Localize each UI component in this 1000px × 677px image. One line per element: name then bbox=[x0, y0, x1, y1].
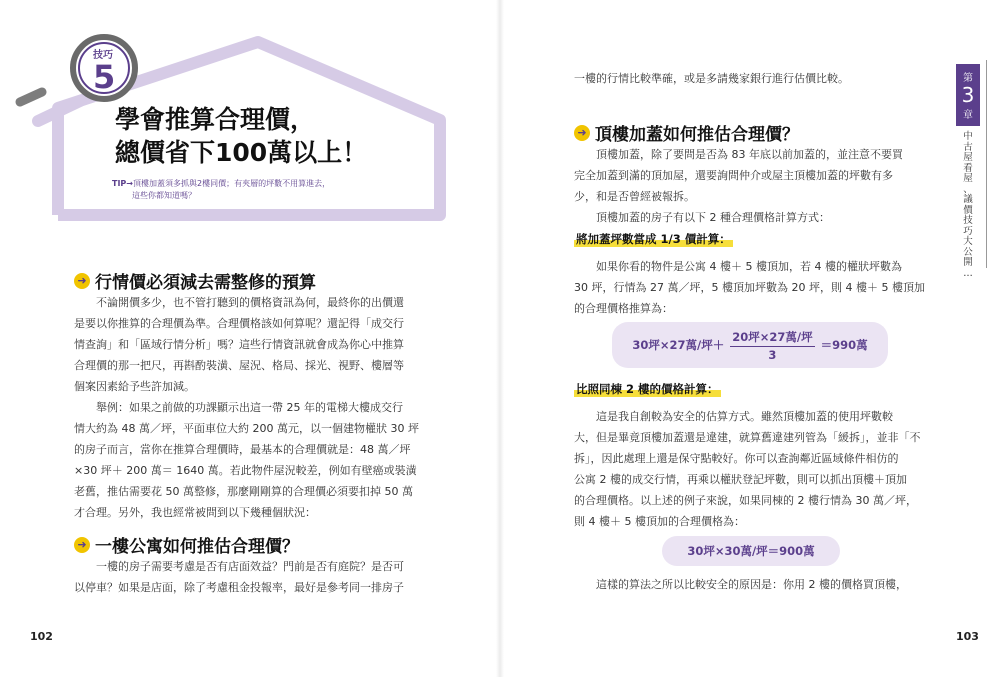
tip-note-key: TIP→ bbox=[112, 179, 133, 188]
formula-left: 30坪×27萬/坪＋ bbox=[632, 338, 725, 352]
text-line: 這樣的算法之所以比較安全的原因是：你用 2 樓的價格買頂樓， bbox=[596, 578, 907, 591]
chapter-title-char: 巧 bbox=[963, 225, 973, 237]
text-line: 以停車？如果是店面，除了考慮租金投報率，最好是參考同一排房子 bbox=[74, 581, 404, 594]
tip-note-line: 頂樓加蓋須多抓與2樓同價；有夾層的坪數不用算進去， bbox=[133, 179, 331, 188]
formula-one-third bbox=[612, 322, 888, 368]
text-line: 舉例：如果之前做的功課顯示出這一帶 25 年的電梯大樓成交行 bbox=[96, 401, 403, 414]
text-line: ×30 坪＋ 200 萬＝ 1640 萬。若此物件屋況較差，例如有壁癌或裝潢 bbox=[74, 464, 417, 477]
text-line: 老舊，推估需要花 50 萬整修，那麼剛剛算的合理價必須要扣掉 50 萬 bbox=[74, 485, 413, 498]
arrow-right-circle-icon: ➜ bbox=[74, 273, 90, 289]
text-line: 完全加蓋到滿的頂加屋，還要詢問仲介或屋主頂樓加蓋的坪數有多 bbox=[574, 169, 893, 182]
section3-body bbox=[574, 144, 934, 228]
text-line: 少，和是否曾經被報拆。 bbox=[574, 190, 695, 203]
section-heading-text: 頂樓加蓋如何推估合理價？ bbox=[595, 125, 799, 145]
text-line: 頂樓加蓋的房子有以下 2 種合理價格計算方式： bbox=[596, 211, 830, 224]
text-line: 30 坪，行情為 27 萬／坪，5 樓頂加坪數為 20 坪，則 4 樓＋ 5 樓頂加 bbox=[574, 281, 925, 294]
method1-heading: 將加蓋坪數當成 1/3 價計算： bbox=[576, 232, 731, 246]
text-line: 的合理價格推算為： bbox=[574, 302, 673, 315]
tip-number: 5 bbox=[93, 58, 116, 96]
page-number-right: 103 bbox=[956, 630, 979, 643]
text-line: 這是我自創較為安全的估算方式。雖然頂樓加蓋的使用坪數較 bbox=[596, 410, 893, 423]
text-line: 個案因素給予些許加減。 bbox=[74, 380, 195, 393]
text-line: 合理價的那一把尺，再斟酌裝潢、屋況、格局、採光、視野、樓層等 bbox=[74, 359, 404, 372]
method2-body bbox=[574, 406, 934, 532]
text-line: 是要以你推算的合理價為準。合理價格該如何算呢？還記得「成交行 bbox=[74, 317, 404, 330]
chapter-prefix: 第 bbox=[963, 73, 973, 84]
chapter-suffix: 章 bbox=[963, 110, 973, 121]
section2-body bbox=[74, 556, 430, 598]
chapter-title-char: 中 bbox=[963, 131, 973, 142]
intro-text bbox=[574, 68, 944, 89]
closing-text bbox=[574, 574, 944, 595]
chapter-title-char: 屋 bbox=[963, 152, 973, 163]
text-line: 情查詢」和「區域行情分析」嗎？這些行情資訊就會成為你心中推算 bbox=[74, 338, 404, 351]
tip-note-line: 這些你都知道嗎？ bbox=[132, 191, 196, 200]
section-heading-text: 行情價必須減去需整修的預算 bbox=[95, 273, 316, 293]
method2-heading: 比照同棟 2 樓的價格計算： bbox=[576, 382, 719, 396]
tip-note bbox=[112, 178, 412, 202]
text-line: 的合理價格。以上述的例子來說，如果同棟的 2 樓行情為 30 萬／坪， bbox=[574, 494, 917, 507]
chapter-title-char: 古 bbox=[963, 141, 973, 153]
magnifier-icon bbox=[20, 37, 135, 102]
text-line: 頂樓加蓋，除了要問是否為 83 年底以前加蓋的，並注意不要買 bbox=[596, 148, 903, 161]
text-line: 一樓的房子需要考慮是否有店面效益？門前是否有庭院？是否可 bbox=[96, 560, 404, 573]
chapter-title-char: 屋 bbox=[963, 173, 973, 184]
chapter-sidebar-rule bbox=[986, 60, 1000, 268]
page-title-line2: 總價省下100萬以上！ bbox=[115, 138, 368, 167]
text-line: 如果你看的物件是公寓 4 樓＋ 5 樓頂加，若 4 樓的權狀坪數為 bbox=[596, 260, 902, 273]
chapter-title-char: 開 bbox=[963, 257, 973, 268]
arrow-right-circle-icon: ➜ bbox=[574, 125, 590, 141]
text-line: 公寓 2 樓的成交行情，再乘以權狀登記坪數，則可以抓出頂樓＋頂加 bbox=[574, 473, 907, 486]
text-line: 則 4 樓＋ 5 樓頂加的合理價格為： bbox=[574, 515, 745, 528]
formula-fraction bbox=[730, 329, 814, 362]
text-line: 一樓的行情比較準確，或是多請幾家銀行進行估價比較。 bbox=[574, 72, 849, 85]
method1-body bbox=[574, 256, 934, 319]
section-heading bbox=[74, 532, 299, 557]
chapter-title-char: 價 bbox=[963, 204, 973, 216]
section-heading bbox=[574, 120, 799, 145]
chapter-title-char: 大 bbox=[963, 236, 973, 247]
text-line: 才合理。另外，我也經常被問到以下幾種個狀況： bbox=[74, 506, 316, 519]
right-page bbox=[500, 0, 1000, 677]
chapter-tab bbox=[956, 64, 980, 126]
chapter-title-char: 技 bbox=[963, 215, 973, 226]
formula-second-floor: 30坪×30萬/坪＝900萬 bbox=[662, 536, 840, 566]
section-heading-text: 一樓公寓如何推估合理價？ bbox=[95, 537, 299, 557]
fraction-numerator: 20坪×27萬/坪 bbox=[730, 329, 814, 347]
section1-body bbox=[74, 292, 430, 523]
text-line: 情大約為 48 萬／坪，平面車位大約 200 萬元，以一個建物權狀 30 坪 bbox=[74, 422, 419, 435]
chapter-title-vertical bbox=[961, 132, 975, 279]
text-line: 不論開價多少，也不管打聽到的價格資訊為何，最終你的出價還 bbox=[96, 296, 404, 309]
formula-right: ＝990萬 bbox=[820, 338, 868, 352]
text-line: 拆」，因此處理上還是保守點較好。你可以查詢鄰近區域條件相仿的 bbox=[574, 452, 899, 465]
chapter-title-char: 看 bbox=[963, 162, 973, 174]
chapter-title-char: 議 bbox=[963, 194, 973, 205]
chapter-number: 3 bbox=[961, 83, 975, 107]
fraction-denominator: 3 bbox=[768, 347, 777, 362]
arrow-right-circle-icon: ➜ bbox=[74, 537, 90, 553]
text-line: 的房子而言，當你在推算合理價時，最基本的合理價就是：48 萬／坪 bbox=[74, 443, 411, 456]
chapter-title-char: 、 bbox=[963, 183, 973, 195]
chapter-title-char: 公 bbox=[963, 246, 973, 258]
chapter-title-char: … bbox=[963, 267, 973, 279]
section-heading bbox=[74, 268, 316, 293]
page-title-line1: 學會推算合理價， bbox=[115, 105, 316, 134]
text-line: 大，但是畢竟頂樓加蓋還是違建，就算舊違建列管為「緩拆」，並非「不 bbox=[574, 431, 921, 444]
tip-label: 技巧 bbox=[93, 50, 113, 61]
page-number-left: 102 bbox=[30, 630, 53, 643]
